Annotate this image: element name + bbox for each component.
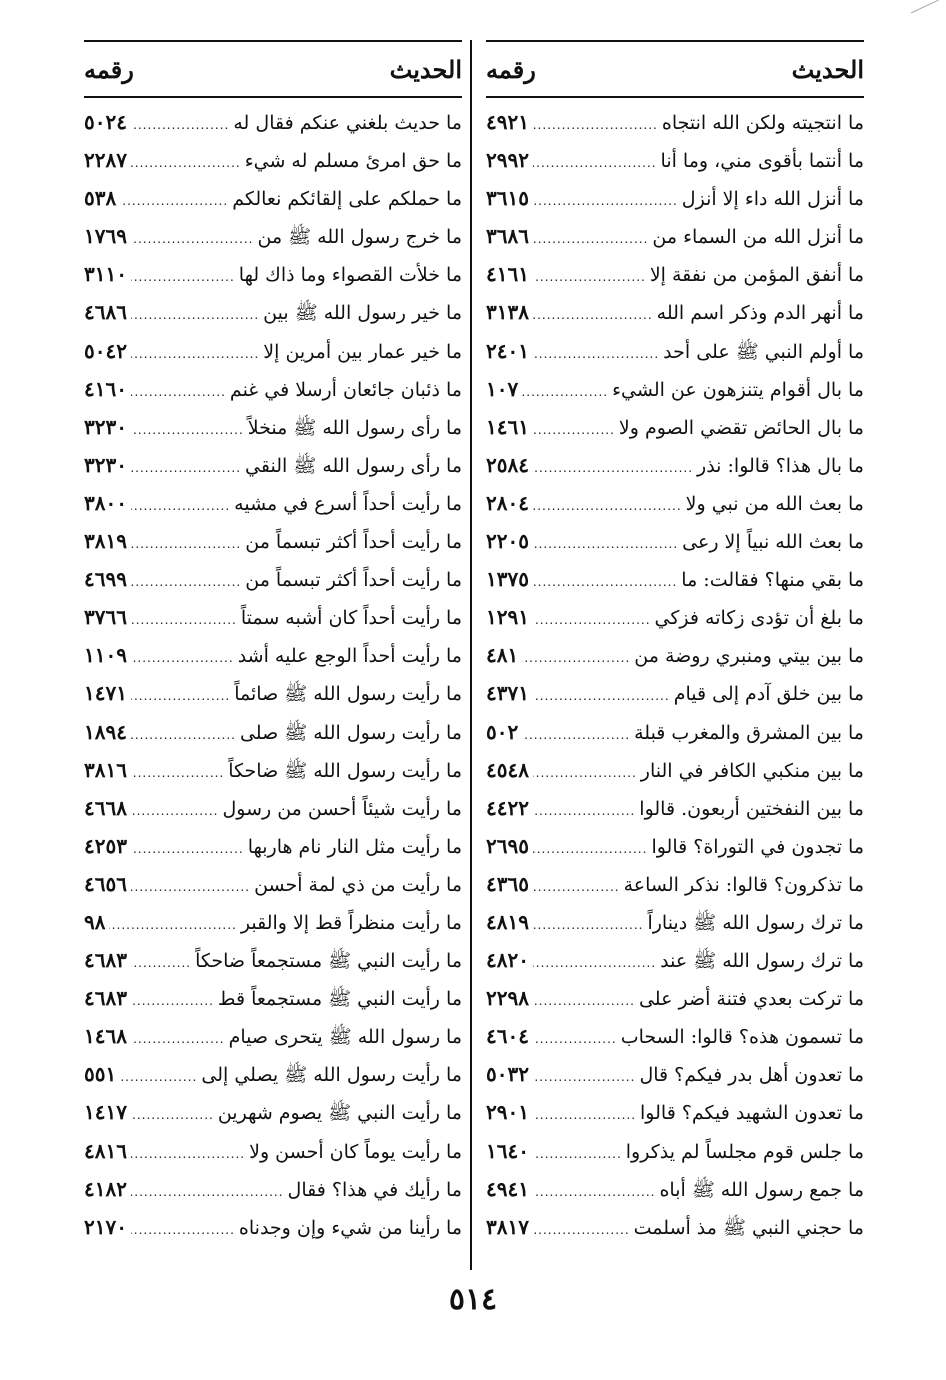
index-entry [486, 834, 864, 872]
hadith-number: ٢٩٩٢ [486, 148, 529, 173]
hadith-opening-text: ما تجدون في التوراة؟ قالوا [651, 835, 864, 858]
dot-leader [131, 537, 241, 551]
index-entry [84, 110, 462, 148]
dot-leader [131, 956, 191, 970]
index-entry [84, 872, 462, 910]
hadith-opening-text: ما انتجيته ولكن الله انتجاه [661, 112, 864, 134]
hadith-opening-text: ما حديث بلغني عنكم فقال له [233, 112, 462, 134]
dot-leader [533, 118, 658, 132]
hadith-opening-text: ما رأيت أحداً أكثر تبسماً من [245, 531, 462, 554]
hadith-number: ٣١٣٨ [486, 300, 529, 325]
index-entry [486, 224, 864, 262]
hadith-number: ٢١٧٠ [84, 1214, 127, 1239]
hadith-number: ٣٨١٧ [486, 1214, 529, 1239]
hadith-opening-text: ما بلغ أن تؤدى زكاته فزكي [654, 607, 864, 630]
number-column-heading: رقمه [486, 54, 536, 84]
hadith-number: ٥٠٣٢ [486, 1062, 529, 1087]
header-rule [486, 96, 864, 98]
hadith-number: ٤١٦١ [486, 262, 529, 287]
index-entry [486, 186, 864, 224]
dot-leader [533, 956, 656, 970]
dot-leader [533, 842, 647, 856]
index-entry [84, 148, 462, 186]
hadith-opening-text: ما أنزل الله من السماء من [652, 226, 864, 249]
dot-leader [533, 537, 678, 551]
corner-mark [911, 0, 939, 14]
dot-leader [109, 918, 236, 932]
index-entry [486, 148, 864, 186]
dot-leader [131, 575, 241, 589]
dot-leader [131, 689, 230, 703]
hadith-number: ٥٠٢٤ [84, 110, 127, 134]
dot-leader [120, 194, 228, 208]
hadith-opening-text: ما رأيت مثل النار نام هاربها [247, 835, 462, 858]
hadith-opening-text: ما بعث الله من نبي ولا [685, 492, 864, 515]
index-entry [486, 681, 864, 719]
hadith-column-heading: الحديث [389, 54, 462, 84]
index-entry [84, 529, 462, 567]
index-entry [84, 377, 462, 415]
hadith-number: ٣٨٠٠ [84, 490, 127, 515]
index-entry [486, 1139, 864, 1177]
dot-leader [131, 118, 229, 132]
hadith-number: ١٤٦٨ [84, 1024, 127, 1049]
hadith-number: ٤٨١ [486, 643, 519, 668]
hadith-opening-text: ما خرج رسول الله ﷺ من [257, 226, 462, 249]
hadith-opening-text: ما بين النفختين أربعون. قالوا [639, 797, 864, 820]
index-entry [486, 986, 864, 1024]
dot-leader [533, 156, 657, 170]
hadith-number: ٢٩٠١ [486, 1100, 529, 1125]
hadith-number: ٤٣٦٥ [486, 871, 529, 896]
index-entry [84, 491, 462, 529]
dot-leader [533, 194, 678, 208]
column-header [486, 42, 864, 96]
index-entry [84, 605, 462, 643]
hadith-opening-text: ما رأيت رسول الله ﷺ صلى [239, 721, 462, 744]
dot-leader [533, 689, 670, 703]
hadith-number: ٤٩٤١ [486, 1176, 529, 1201]
dot-leader [131, 1108, 214, 1122]
index-entry [84, 339, 462, 377]
hadith-number: ٢٢٩٨ [486, 986, 529, 1011]
hadith-opening-text: ما رأيت شيئاً أحسن من رسول [222, 797, 462, 820]
dot-leader [533, 918, 643, 932]
index-entry [486, 796, 864, 834]
dot-leader [533, 423, 615, 437]
hadith-opening-text: ما تركت بعدي فتنة أضر على [638, 988, 864, 1011]
index-entry [84, 986, 462, 1024]
index-entry [84, 720, 462, 758]
hadith-number: ٣٦٨٦ [486, 224, 529, 249]
hadith-number: ١٤١٧ [84, 1100, 127, 1125]
dot-leader [131, 499, 230, 513]
index-entry [84, 453, 462, 491]
hadith-number: ٤٦٨٦ [84, 300, 127, 325]
hadith-number: ٤٦٨٣ [84, 986, 127, 1011]
hadith-opening-text: ما أولم النبي ﷺ على أحد [663, 340, 864, 363]
index-entry [84, 1100, 462, 1138]
dot-leader [131, 1147, 245, 1161]
hadith-number: ٢٥٨٤ [486, 452, 529, 477]
left-index-column [84, 40, 462, 1253]
hadith-number: ٤٨١٩ [486, 909, 529, 934]
dot-leader [533, 1070, 635, 1084]
dot-leader [131, 156, 241, 170]
index-entry [486, 453, 864, 491]
dot-leader [131, 1223, 235, 1237]
index-entry [84, 415, 462, 453]
index-entry [486, 567, 864, 605]
hadith-number: ٥٣٨ [84, 186, 117, 211]
dot-leader [131, 728, 236, 742]
hadith-opening-text: ما رأيت النبي ﷺ مستجمعاً ضاحكاً [195, 950, 462, 973]
column-header [84, 42, 462, 96]
dot-leader [533, 994, 635, 1008]
hadith-opening-text: ما رأيت من ذي لمة أحسن [254, 873, 462, 896]
dot-leader [522, 728, 630, 742]
index-entry [486, 1177, 864, 1215]
index-entry [84, 1177, 462, 1215]
hadith-opening-text: ما رأيت أحداً أكثر تبسماً من [245, 569, 462, 592]
hadith-number: ٤٦٥٦ [84, 871, 127, 896]
hadith-opening-text: ما ذئبان جائعان أرسلا في غنم [229, 378, 462, 401]
dot-leader [533, 1108, 636, 1122]
hadith-number: ٩٨ [84, 909, 106, 934]
hadith-opening-text: ما حق امرئ مسلم له شيء [244, 150, 462, 173]
index-entry [486, 110, 864, 148]
index-entry [486, 605, 864, 643]
dot-leader [533, 766, 637, 780]
dot-leader [131, 308, 259, 322]
index-entry [486, 948, 864, 986]
hadith-opening-text: ما أنفق المؤمن من نفقة إلا [649, 264, 864, 287]
hadith-opening-text: ما رأيت يوماً كان أحسن ولا [249, 1140, 462, 1163]
index-entry [486, 262, 864, 300]
hadith-number: ١٢٩١ [486, 605, 529, 630]
hadith-number: ٣٨١٩ [84, 529, 127, 554]
hadith-number: ٤٢٥٣ [84, 833, 127, 858]
index-entry [486, 1024, 864, 1062]
dot-leader [131, 232, 254, 246]
hadith-opening-text: ما رأيت رسول الله ﷺ يصلي إلى [201, 1064, 462, 1087]
index-entry [84, 1139, 462, 1177]
dot-leader [533, 1185, 656, 1199]
dot-leader [131, 880, 250, 894]
index-entry [84, 186, 462, 224]
dot-leader [533, 270, 646, 284]
hadith-number: ٤٣٧١ [486, 681, 529, 706]
dot-leader [533, 232, 648, 246]
index-entry [84, 796, 462, 834]
hadith-number: ١٣٧٥ [486, 567, 529, 592]
hadith-number: ٣٢٣٠ [84, 414, 127, 439]
hadith-opening-text: ما تسمون هذه؟ قالوا: السحاب [620, 1026, 864, 1049]
hadith-number: ٤٦٦٨ [84, 795, 127, 820]
hadith-opening-text: ما بقي منها؟ فقالت: ما [681, 569, 864, 592]
dot-leader [131, 347, 259, 361]
hadith-opening-text: ما بين المشرق والمغرب قبلة [634, 721, 864, 744]
hadith-number: ٤٤٢٢ [486, 795, 529, 820]
hadith-opening-text: ما رأينا من شيء وإن وجدناه [238, 1216, 462, 1239]
index-entry [84, 948, 462, 986]
hadith-opening-text: ما رأيت رسول الله ﷺ صائماً [234, 683, 462, 706]
hadith-number: ٢٢٨٧ [84, 148, 127, 173]
dot-leader [533, 308, 653, 322]
hadith-opening-text: ما بين منكبي الكافر في النار [640, 759, 864, 782]
hadith-number: ١٨٩٤ [84, 719, 127, 744]
hadith-opening-text: ما تذكرون؟ قالوا: نذكر الساعة [623, 873, 864, 896]
dot-leader [131, 461, 241, 475]
right-index-column [486, 40, 864, 1253]
hadith-opening-text: ما خير رسول الله ﷺ بين [263, 302, 462, 325]
hadith-number: ٤٦٩٩ [84, 567, 127, 592]
right-entry-list [486, 110, 864, 1253]
dot-leader [533, 1032, 617, 1046]
hadith-number: ٤٦٠٤ [486, 1024, 529, 1049]
hadith-number: ١٧٦٩ [84, 224, 127, 249]
dot-leader [533, 499, 682, 513]
hadith-opening-text: ما جلس قوم مجلساً لم يذكروا [625, 1140, 864, 1163]
hadith-number: ٤٦٨٣ [84, 948, 127, 973]
index-entry [486, 300, 864, 338]
hadith-opening-text: ما بال هذا؟ قالوا: نذر [697, 454, 864, 477]
hadith-opening-text: ما رأى رسول الله ﷺ النقي [245, 454, 462, 477]
hadith-number: ١٤٧١ [84, 681, 127, 706]
hadith-opening-text: ما جمع رسول الله ﷺ أباه [659, 1178, 864, 1201]
hadith-opening-text: ما تعدون أهل بدر فيكم؟ قال [639, 1064, 864, 1087]
dot-leader [533, 347, 659, 361]
hadith-opening-text: ما أنتما بأقوى مني، وما أنا [660, 150, 864, 173]
hadith-number: ٢٦٩٥ [486, 833, 529, 858]
hadith-number: ٥٠٤٢ [84, 338, 127, 363]
hadith-number: ٤٨٢٠ [486, 948, 529, 973]
hadith-opening-text: ما بين خلق آدم إلى قيام [673, 683, 864, 706]
hadith-number: ٢٨٠٤ [486, 490, 529, 515]
dot-leader [131, 842, 244, 856]
hadith-number: ٤٨١٦ [84, 1138, 127, 1163]
hadith-opening-text: ما رأيت النبي ﷺ مستجمعاً قط [217, 988, 462, 1011]
index-entry [486, 1215, 864, 1253]
left-entry-list [84, 110, 462, 1253]
index-entry [84, 834, 462, 872]
dot-leader [131, 651, 234, 665]
hadith-opening-text: ما رأيت منظراً قط إلا والقبر [240, 911, 462, 934]
hadith-opening-text: ما رأيك في هذا؟ فقال [287, 1178, 462, 1201]
index-entry [486, 415, 864, 453]
index-entry [486, 339, 864, 377]
index-entry [84, 1024, 462, 1062]
hadith-opening-text: ما رأى رسول الله ﷺ منخلاً [247, 416, 462, 439]
hadith-number: ٥٠٢ [486, 719, 519, 744]
hadith-column-heading: الحديث [791, 54, 864, 84]
hadith-number: ٢٤٠١ [486, 338, 529, 363]
dot-leader [131, 1185, 284, 1199]
dot-leader [131, 994, 214, 1008]
index-entry [486, 1062, 864, 1100]
index-entry [486, 872, 864, 910]
number-column-heading: رقمه [84, 54, 134, 84]
hadith-opening-text: ما تعدون الشهيد فيكم؟ قالوا [640, 1102, 864, 1125]
index-entry [486, 643, 864, 681]
dot-leader [533, 804, 635, 818]
hadith-opening-text: ما رأيت أحداً أسرع في مشيه [234, 492, 462, 515]
hadith-number: ١٤٦١ [486, 414, 529, 439]
page-number: ٥١٤ [448, 1282, 498, 1317]
dot-leader [522, 385, 608, 399]
hadith-opening-text: ما رأيت رسول الله ﷺ ضاحكاً [228, 759, 462, 782]
hadith-number: ١٦٤٠ [486, 1138, 529, 1163]
hadith-opening-text: ما رسول الله ﷺ يتحرى صيام [228, 1026, 462, 1049]
dot-leader [131, 270, 235, 284]
hadith-opening-text: ما بعث الله نبياً إلا رعى [682, 531, 864, 554]
index-entry [84, 643, 462, 681]
index-entry [486, 529, 864, 567]
dot-leader [533, 880, 620, 894]
hadith-opening-text: ما ترك رسول الله ﷺ عند [660, 950, 864, 973]
hadith-number: ٢٢٠٥ [486, 529, 529, 554]
dot-leader [533, 1223, 630, 1237]
index-entry [486, 910, 864, 948]
hadith-number: ٤٥٤٨ [486, 757, 529, 782]
index-entry [84, 681, 462, 719]
hadith-number: ٤٩٢١ [486, 110, 529, 134]
hadith-number: ١١٠٩ [84, 643, 127, 668]
index-entry [84, 758, 462, 796]
dot-leader [131, 1032, 225, 1046]
index-entry [84, 224, 462, 262]
index-entry [486, 491, 864, 529]
hadith-opening-text: ما ترك رسول الله ﷺ ديناراً [647, 911, 864, 934]
dot-leader [533, 613, 651, 627]
hadith-opening-text: ما رأيت أحداً كان أشبه سمتاً [240, 607, 462, 630]
dot-leader [533, 1147, 622, 1161]
dot-leader [131, 385, 226, 399]
hadith-number: ٣٢٣٠ [84, 452, 127, 477]
hadith-number: ٣١١٠ [84, 262, 127, 287]
dot-leader [120, 1070, 197, 1084]
hadith-number: ٤١٨٢ [84, 1176, 127, 1201]
hadith-opening-text: ما خير عمار بين أمرين إلا [263, 340, 462, 363]
hadith-opening-text: ما أنهر الدم وذكر اسم الله [656, 302, 864, 325]
dot-leader [131, 613, 237, 627]
index-entry [486, 377, 864, 415]
hadith-number: ٤١٦٠ [84, 376, 127, 401]
hadith-opening-text: ما بال الحائض تقضي الصوم ولا [618, 416, 864, 439]
dot-leader [533, 461, 693, 475]
hadith-opening-text: ما بال أقوام يتنزهون عن الشيء [612, 378, 864, 401]
hadith-number: ١٠٧ [486, 376, 519, 401]
hadith-opening-text: ما خلأت القصواء وما ذاك لها [238, 264, 462, 287]
index-entry [486, 758, 864, 796]
hadith-number: ٣٦١٥ [486, 186, 529, 211]
dot-leader [522, 651, 630, 665]
dot-leader [131, 766, 224, 780]
hadith-opening-text: ما أنزل الله داء إلا أنزل [681, 188, 864, 211]
index-entry [84, 567, 462, 605]
dot-leader [131, 804, 218, 818]
dot-leader [131, 423, 244, 437]
hadith-opening-text: ما رأيت النبي ﷺ يصوم شهرين [217, 1102, 462, 1125]
index-entry [84, 262, 462, 300]
index-entry [84, 910, 462, 948]
hadith-opening-text: ما حملكم على إلقائكم نعالكم [232, 188, 462, 211]
dot-leader [533, 575, 677, 589]
index-entry [84, 300, 462, 338]
index-entry [84, 1215, 462, 1253]
hadith-opening-text: ما بين بيتي ومنبري روضة من [634, 645, 864, 668]
index-entry [84, 1062, 462, 1100]
header-rule [84, 96, 462, 98]
index-entry [486, 720, 864, 758]
hadith-number: ٣٨١٦ [84, 757, 127, 782]
column-divider [470, 40, 472, 1270]
index-entry [486, 1100, 864, 1138]
hadith-number: ٥٥١ [84, 1062, 117, 1087]
hadith-opening-text: ما حجني النبي ﷺ مذ أسلمت [633, 1216, 864, 1239]
hadith-number: ٣٧٦٦ [84, 605, 127, 630]
hadith-opening-text: ما رأيت أحداً الوجع عليه أشد [237, 645, 462, 668]
